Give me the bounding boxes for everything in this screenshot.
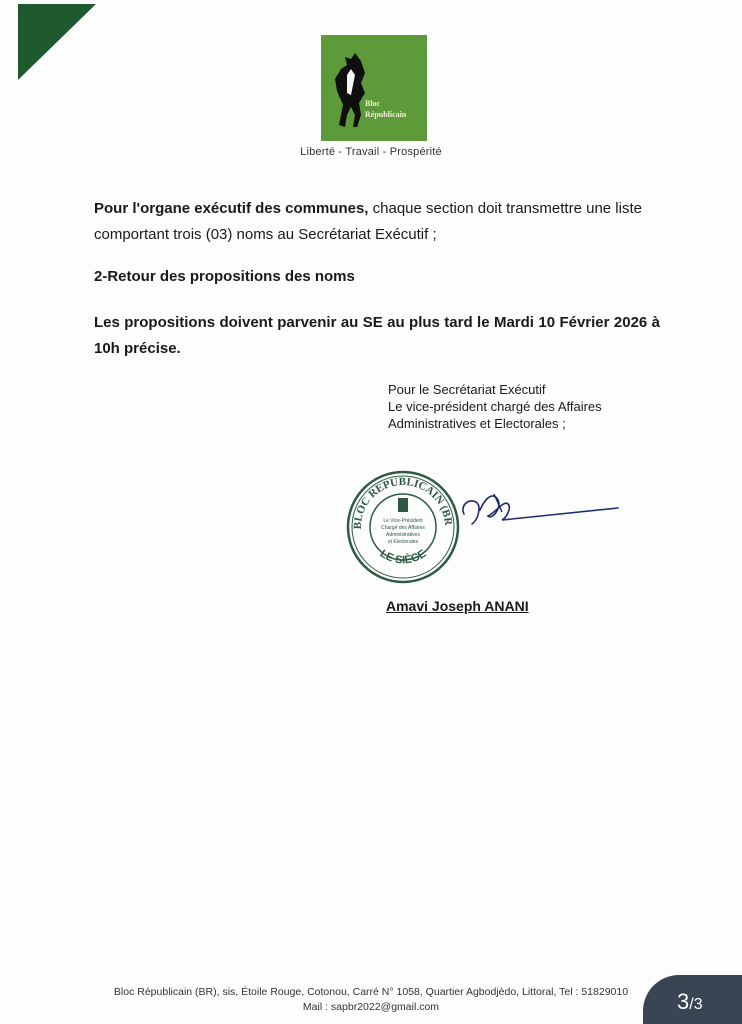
handwritten-signature	[458, 486, 628, 536]
page-indicator-badge	[643, 975, 742, 1024]
logo-text-republicain: Républicain	[365, 110, 407, 119]
party-motto: Liberté - Travail - Prospérité	[300, 146, 442, 158]
rearing-horse-icon	[321, 35, 427, 141]
stamp-top-text: BLOC REPUBLICAIN (BR	[351, 475, 455, 530]
paragraph-executive-organ	[94, 196, 674, 248]
stamp-inner-line-3: Administratives	[386, 532, 420, 538]
signature-block	[388, 381, 602, 432]
stamp-inner-line-1: Le Vice-Président	[383, 518, 423, 524]
official-stamp	[344, 468, 462, 586]
stamp-bottom-text: LE SIÈGE	[377, 547, 429, 567]
page-total: 3	[693, 996, 703, 1013]
page-current: 3	[677, 989, 690, 1014]
party-logo	[321, 35, 427, 141]
paragraph-lead-bold: Pour l'organe exécutif des communes,	[94, 200, 369, 217]
stamp-inner-line-2: Chargé des Affaires	[381, 525, 425, 531]
page-footer	[0, 985, 742, 1015]
stamp-inner-line-4: et Electorales	[387, 539, 419, 545]
paragraph-rest: chaque section doit transmettre une liste comportant trois (03) noms au Secrétariat Exécutif ;	[94, 200, 642, 243]
footer-mail: Mail : sapbr2022@gmail.com	[302, 1001, 440, 1013]
signature-line-2: Le vice-président chargé des Affaires	[388, 399, 602, 414]
footer-address: Bloc Républicain (BR), sis, Étoile Rouge, Cotonou, Carré N° 1058, Quartier Agbodjèdo, Littoral, Tel : 51829010	[113, 986, 629, 998]
paragraph-deadline: Les propositions doivent parvenir au SE au plus tard le Mardi 10 Février 2026 à 10h précise.	[94, 314, 660, 357]
section-heading-2: 2-Retour des propositions des noms	[94, 268, 355, 285]
page-indicator-text: 3/3	[677, 989, 703, 1014]
svg-text:LE SIÈGE	[378, 548, 429, 567]
logo-text-bloc: Bloc	[365, 99, 381, 108]
signature-line-3: Administratives et Electorales ;	[388, 416, 566, 431]
signer-name: Amavi Joseph ANANI	[386, 598, 529, 614]
signature-line-1: Pour le Secrétariat Exécutif	[388, 382, 546, 397]
corner-triangle-decoration	[18, 4, 96, 80]
